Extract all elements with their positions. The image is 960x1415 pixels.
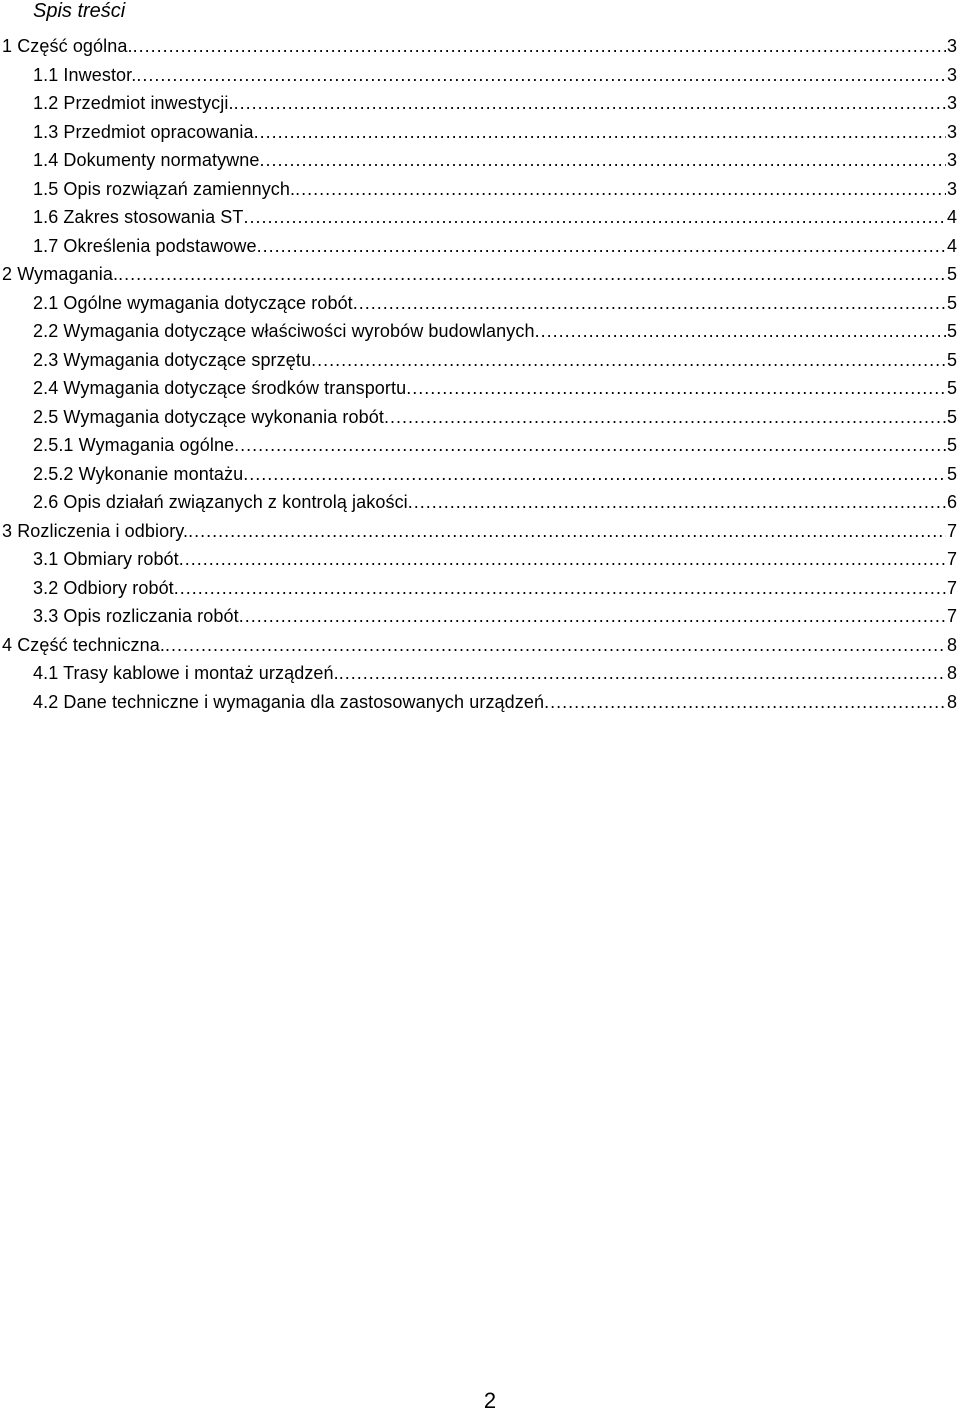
- toc-dot-leader: [234, 431, 946, 460]
- toc-entry-label: 3.2 Odbiory robót: [33, 577, 174, 598]
- page-number: 2: [483, 1388, 497, 1413]
- toc-entry[interactable]: [0, 232, 960, 261]
- toc-entry[interactable]: [0, 32, 960, 61]
- toc-entry-label: 2.4 Wymagania dotyczące środków transportu: [33, 378, 407, 398]
- toc-entry-page-number: 5: [946, 463, 957, 484]
- toc-entry[interactable]: [0, 431, 960, 460]
- toc-entry[interactable]: [0, 517, 960, 546]
- toc-entry[interactable]: [0, 118, 960, 147]
- toc-dot-leader: [133, 32, 946, 61]
- toc-dot-leader: [118, 260, 946, 289]
- toc-entry-page-number: 3: [946, 93, 957, 113]
- toc-dot-leader: [535, 317, 946, 346]
- toc-entry[interactable]: [0, 574, 960, 603]
- toc-dot-leader: [174, 574, 946, 603]
- toc-entry-page-number: 4: [946, 207, 957, 227]
- toc-entry-page-number: 3: [946, 36, 957, 56]
- toc-dot-leader: [179, 545, 946, 574]
- toc-dot-leader: [353, 289, 946, 318]
- toc-entry-page-number: 3: [946, 64, 957, 85]
- toc-entry[interactable]: [0, 545, 960, 574]
- toc-entry-page-number: 7: [946, 549, 957, 569]
- toc-dot-leader: [239, 602, 946, 631]
- toc-dot-leader: [165, 631, 946, 660]
- toc-entry-page-number: 6: [946, 492, 957, 512]
- toc-dot-leader: [339, 659, 946, 688]
- toc-entry-label: 2.2 Wymagania dotyczące właściwości wyrobów budowlanych: [33, 321, 535, 341]
- toc-entry-page-number: 5: [946, 435, 957, 455]
- toc-entry-page-number: 5: [946, 292, 957, 313]
- toc-entry-page-number: 3: [946, 121, 957, 142]
- toc-entry[interactable]: [0, 317, 960, 346]
- toc-entry-page-number: 8: [946, 663, 957, 683]
- toc-entry[interactable]: [0, 89, 960, 118]
- toc-entry-page-number: 3: [946, 150, 957, 170]
- toc-dot-leader: [408, 488, 946, 517]
- toc-entry-label: 4 Część techniczna.: [2, 634, 165, 655]
- toc-entry-label: 4.2 Dane techniczne i wymagania dla zastosowanych urządzeń: [33, 691, 545, 712]
- toc-entry[interactable]: [0, 260, 960, 289]
- toc-entry-page-number: 8: [946, 691, 957, 712]
- toc-dot-leader: [384, 403, 946, 432]
- toc-entry[interactable]: [0, 374, 960, 403]
- toc-entry-page-number: 3: [946, 178, 957, 199]
- toc-entry[interactable]: [0, 688, 960, 717]
- toc-entry[interactable]: [0, 403, 960, 432]
- toc-dot-leader: [311, 346, 946, 375]
- toc-dot-leader: [243, 460, 946, 489]
- toc-entry-label: 2.5.2 Wykonanie montażu: [33, 463, 244, 484]
- toc-entry-page-number: 8: [946, 634, 957, 655]
- toc-entry-label: 2.5.1 Wymagania ogólne: [33, 435, 235, 455]
- toc-dot-leader: [544, 688, 946, 717]
- toc-entry-label: 3.3 Opis rozliczania robót: [33, 606, 239, 626]
- toc-entry[interactable]: [0, 460, 960, 489]
- toc-entry-page-number: 5: [946, 378, 957, 398]
- toc-entry[interactable]: [0, 289, 960, 318]
- toc-entry-page-number: 5: [946, 406, 957, 427]
- toc-entry-page-number: 4: [946, 235, 957, 256]
- toc-entry-label: 3 Rozliczenia i odbiory.: [2, 520, 189, 541]
- toc-dot-leader: [244, 203, 946, 232]
- toc-dot-leader: [254, 118, 946, 147]
- toc-entry-label: 2 Wymagania.: [2, 264, 119, 284]
- toc-entry-label: 1 Część ogólna.: [2, 36, 133, 56]
- toc-entry-page-number: 5: [946, 264, 957, 284]
- toc-entry[interactable]: [0, 203, 960, 232]
- toc-entry-label: 4.1 Trasy kablowe i montaż urządzeń.: [33, 663, 339, 683]
- toc-entry-label: 1.6 Zakres stosowania ST: [33, 207, 244, 227]
- toc-entry-label: 3.1 Obmiary robót: [33, 549, 179, 569]
- toc-dot-leader: [257, 232, 946, 261]
- toc-entry[interactable]: [0, 146, 960, 175]
- toc-dot-leader: [234, 89, 946, 118]
- toc-entry[interactable]: [0, 602, 960, 631]
- toc-dot-leader: [136, 61, 946, 90]
- toc-entry-label: 2.3 Wymagania dotyczące sprzętu: [33, 349, 312, 370]
- toc-entry-label: 2.6 Opis działań związanych z kontrolą jakości: [33, 492, 408, 512]
- toc-entry-label: 1.4 Dokumenty normatywne: [33, 150, 260, 170]
- toc-entry[interactable]: [0, 346, 960, 375]
- toc-entry[interactable]: [0, 488, 960, 517]
- toc-entry-label: 1.7 Określenia podstawowe: [33, 235, 257, 256]
- toc-entry[interactable]: [0, 175, 960, 204]
- toc-dot-leader: [260, 146, 946, 175]
- toc-entry-page-number: 5: [946, 349, 957, 370]
- toc-entry-label: 1.2 Przedmiot inwestycji.: [33, 93, 234, 113]
- toc-entry[interactable]: [0, 61, 960, 90]
- toc-entry-page-number: 7: [946, 520, 957, 541]
- toc-entry[interactable]: [0, 631, 960, 660]
- toc-title: Spis treści: [33, 0, 126, 22]
- toc-entry-label: 2.5 Wymagania dotyczące wykonania robót: [33, 406, 384, 427]
- table-of-contents: [0, 32, 960, 716]
- toc-dot-leader: [188, 517, 946, 546]
- toc-entry[interactable]: [0, 659, 960, 688]
- toc-entry-label: 1.1 Inwestor.: [33, 64, 137, 85]
- toc-entry-label: 2.1 Ogólne wymagania dotyczące robót: [33, 292, 353, 313]
- toc-dot-leader: [295, 175, 946, 204]
- toc-entry-page-number: 7: [946, 606, 957, 626]
- toc-entry-label: 1.3 Przedmiot opracowania: [33, 121, 254, 142]
- toc-entry-page-number: 5: [946, 321, 957, 341]
- toc-dot-leader: [406, 374, 946, 403]
- toc-entry-page-number: 7: [946, 577, 957, 598]
- toc-entry-label: 1.5 Opis rozwiązań zamiennych.: [33, 178, 296, 199]
